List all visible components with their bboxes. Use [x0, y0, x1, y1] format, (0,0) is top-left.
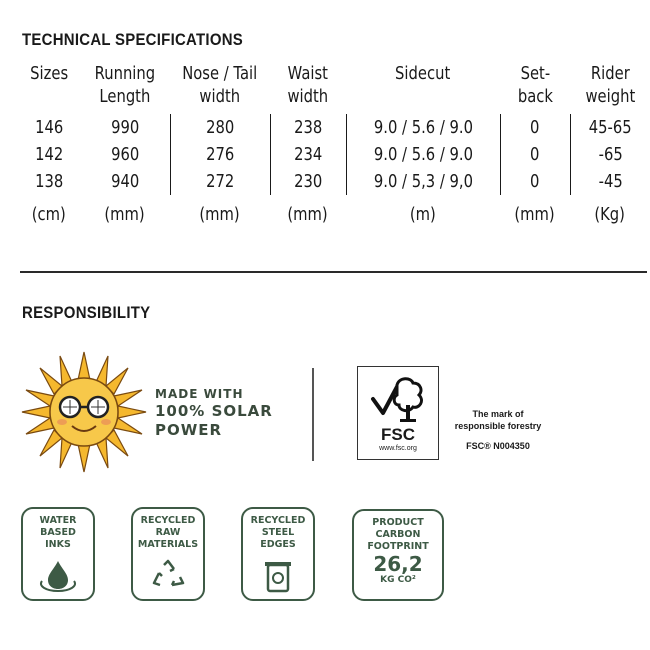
- rider-weight-cell: -65: [598, 144, 623, 165]
- units-row: [18, 195, 650, 235]
- size-cell: 142: [34, 144, 64, 165]
- recycled-raw-materials-badge: RECYCLED RAW MATERIALS: [131, 507, 205, 601]
- waist-cell: 238: [293, 117, 323, 138]
- carbon-unit: KG CO²: [380, 575, 416, 585]
- header-sizes: Sizes: [29, 63, 68, 84]
- sun-mascot-icon: [20, 350, 148, 474]
- waist-cell: 230: [293, 171, 323, 192]
- running-length-cell: 960: [110, 144, 139, 165]
- vertical-separator: [312, 368, 314, 461]
- tree-checkmark-icon: [369, 375, 425, 425]
- table-row: [18, 168, 650, 195]
- section-divider: [20, 271, 647, 273]
- nose-tail-cell: 280: [205, 117, 235, 138]
- rider-weight-cell: 45-65: [588, 117, 632, 138]
- carbon-value: 26,2: [373, 552, 423, 576]
- unit-cell: (m): [410, 204, 436, 225]
- size-cell: 138: [34, 171, 64, 192]
- recycle-icon: [150, 559, 186, 591]
- responsibility-title: RESPONSIBILITY: [22, 303, 151, 322]
- header-nose-tail-width: Nose / Tail width: [182, 63, 258, 107]
- sidecut-cell: 9.0 / 5.6 / 9.0: [373, 144, 473, 165]
- setback-cell: 0: [530, 144, 540, 165]
- size-cell: 146: [34, 117, 64, 138]
- header-rider-weight: Rider weight: [585, 63, 635, 107]
- unit-cell: (mm): [514, 204, 556, 225]
- setback-cell: 0: [530, 171, 540, 192]
- unit-cell: (Kg): [594, 204, 626, 225]
- unit-cell: (cm): [31, 204, 67, 225]
- table-row: [18, 114, 650, 141]
- header-waist-width: Waist width: [287, 63, 329, 107]
- nose-tail-cell: 272: [205, 171, 235, 192]
- running-length-cell: 940: [110, 171, 139, 192]
- nose-tail-cell: 276: [205, 144, 235, 165]
- running-length-cell: 990: [110, 117, 139, 138]
- specs-table: [18, 62, 650, 235]
- recycled-steel-edges-badge: RECYCLED STEEL EDGES: [241, 507, 315, 601]
- sidecut-cell: 9.0 / 5,3 / 9,0: [373, 171, 473, 192]
- fsc-logo-text: FSC: [381, 425, 415, 444]
- fsc-logo: [357, 366, 439, 460]
- sidecut-cell: 9.0 / 5.6 / 9.0: [373, 117, 473, 138]
- setback-cell: 0: [530, 117, 540, 138]
- recycling-bin-icon: [263, 559, 293, 593]
- rider-weight-cell: -45: [598, 171, 623, 192]
- unit-cell: (mm): [287, 204, 329, 225]
- water-drop-icon: [38, 559, 78, 593]
- fsc-caption: The mark of responsible forestry FSC® N004350: [445, 408, 551, 452]
- unit-cell: (mm): [104, 204, 146, 225]
- tech-specs-title: TECHNICAL SPECIFICATIONS: [22, 30, 244, 49]
- header-setback: Set- back: [517, 63, 553, 107]
- fsc-code: FSC® N004350: [466, 441, 530, 451]
- solar-power-text: MADE WITH 100% SOLAR POWER: [155, 387, 273, 439]
- fsc-url: www.fsc.org: [379, 445, 417, 452]
- water-based-inks-badge: WATER BASED INKS: [21, 507, 95, 601]
- unit-cell: (mm): [199, 204, 241, 225]
- table-row: [18, 141, 650, 168]
- header-running-length: Running Length: [94, 63, 156, 107]
- specs-header-row: [18, 62, 650, 114]
- waist-cell: 234: [293, 144, 323, 165]
- header-sidecut: Sidecut: [395, 63, 451, 84]
- carbon-footprint-badge: PRODUCT CARBON FOOTPRINT 26,2 KG CO²: [352, 509, 444, 601]
